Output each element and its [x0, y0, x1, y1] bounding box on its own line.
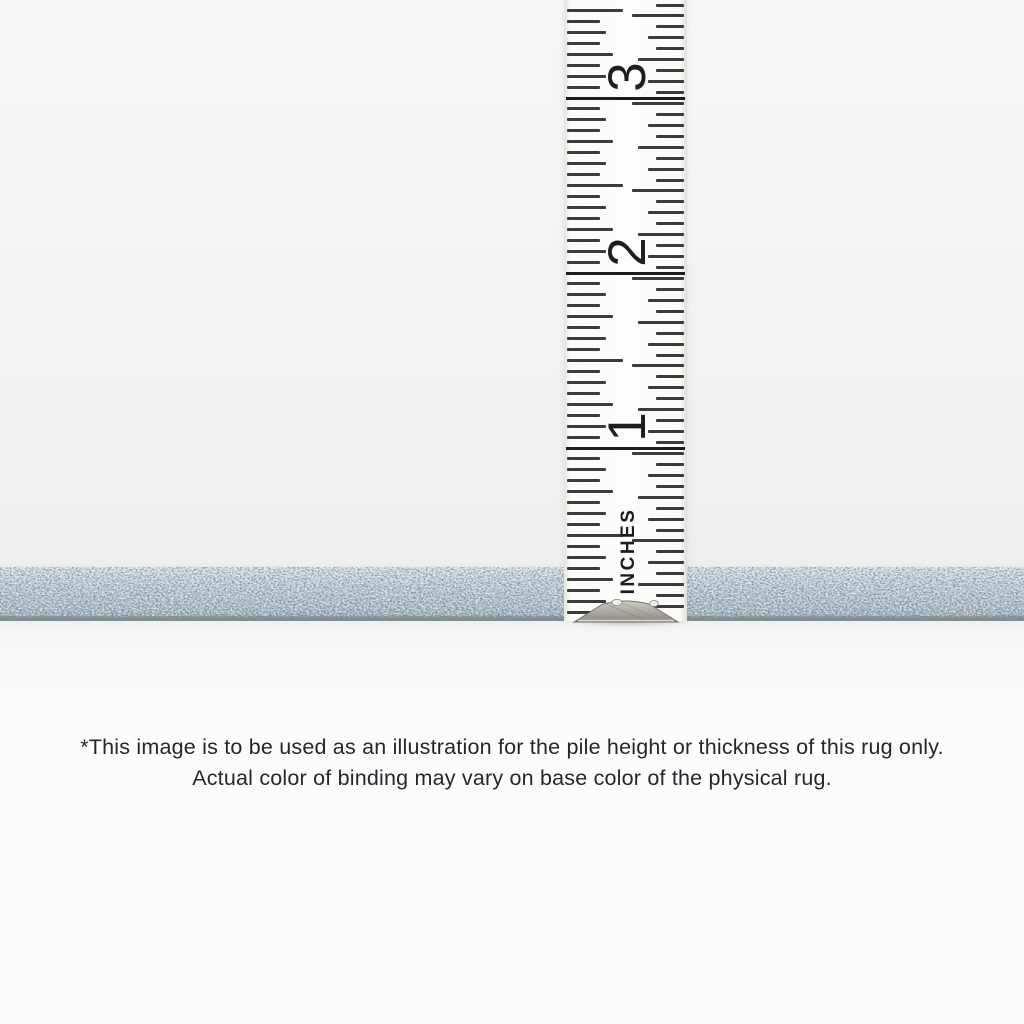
- disclaimer-line-2: Actual color of binding may vary on base color of the physical rug.: [192, 766, 832, 790]
- ruler-tick: [648, 299, 684, 302]
- ruler-tick: [656, 25, 684, 28]
- ruler-tick: [567, 118, 606, 121]
- ruler-tick: [567, 184, 623, 187]
- ruler-tick: [638, 583, 684, 586]
- ruler-tick: [648, 36, 684, 39]
- ruler-tick: [648, 518, 684, 521]
- ruler-tick: [656, 113, 684, 116]
- ruler-tick: [567, 436, 600, 439]
- ruler-tick: [567, 457, 600, 460]
- ruler-tick: [567, 337, 606, 340]
- ruler-tick: [567, 282, 600, 285]
- ruler-tick: [656, 222, 684, 225]
- ruler-tick: [567, 107, 600, 110]
- ruler-tick: [567, 370, 600, 373]
- ruler-tick: [656, 179, 684, 182]
- ruler-tick: [656, 91, 684, 94]
- disclaimer-line-1: *This image is to be used as an illustration for the pile height or thickness of this rug only.: [80, 735, 944, 759]
- ruler-tick: [567, 20, 600, 23]
- ruler-tick: [567, 64, 600, 67]
- ruler-tick: [656, 375, 684, 378]
- ruler-tick: [648, 386, 684, 389]
- ruler-tick: [656, 397, 684, 400]
- ruler-tick: [567, 129, 600, 132]
- ruler-inch-number: 1: [598, 412, 657, 442]
- ruler-tick: [638, 321, 684, 324]
- ruler-tick: [656, 419, 684, 422]
- ruler-tick: [632, 189, 684, 192]
- ruler-tick: [656, 244, 684, 247]
- ruler-tick: [656, 507, 684, 510]
- ruler-tick: [567, 545, 600, 548]
- ruler-tick: [567, 173, 600, 176]
- ruler-tick: [567, 239, 600, 242]
- ruler-tick: [567, 140, 613, 143]
- ruler-tick: [638, 146, 684, 149]
- ruler-tick: [648, 474, 684, 477]
- ruler-tick: [567, 468, 606, 471]
- ruler-tick: [656, 572, 684, 575]
- ruler-tick: [656, 354, 684, 357]
- measuring-tape: [564, 0, 687, 621]
- ruler-tick: [567, 9, 623, 12]
- ruler-tick: [567, 567, 600, 570]
- ruler-tick: [656, 157, 684, 160]
- ruler-tick: [567, 326, 600, 329]
- ruler-tick: [648, 343, 684, 346]
- ruler-tick: [567, 261, 600, 264]
- ruler-tick: [567, 556, 606, 559]
- ruler-tick: [648, 124, 684, 127]
- ruler-tick: [656, 135, 684, 138]
- ruler-tick: [656, 69, 684, 72]
- ruler-tick: [656, 266, 684, 269]
- ruler-tick: [648, 561, 684, 564]
- ruler-tick: [567, 501, 600, 504]
- ruler-tick: [567, 392, 600, 395]
- rug-strip: [0, 563, 1024, 621]
- ruler-tick: [567, 490, 613, 493]
- ruler-tick: [632, 364, 684, 367]
- ruler-tick: [567, 151, 600, 154]
- ruler-unit-label: INCHES: [618, 507, 639, 595]
- ruler-tick: [656, 288, 684, 291]
- ruler-tick: [567, 195, 600, 198]
- ruler-tick: [567, 304, 600, 307]
- ruler-tick: [656, 550, 684, 553]
- ruler-tick: [567, 293, 606, 296]
- ruler-tick: [567, 414, 600, 417]
- ruler-tick: [656, 200, 684, 203]
- ruler-tick: [567, 315, 613, 318]
- ruler-tick: [567, 86, 600, 89]
- ruler-tick: [567, 359, 623, 362]
- ruler-tick: [567, 162, 606, 165]
- ruler-tick: [656, 463, 684, 466]
- ruler-tick: [567, 348, 600, 351]
- floor: [0, 621, 1024, 1024]
- ruler-tick: [567, 42, 600, 45]
- ruler-tick: [567, 512, 606, 515]
- ruler-tick: [656, 441, 684, 444]
- ruler-tick: [632, 14, 684, 17]
- ruler-tick: [656, 4, 684, 7]
- ruler-inch-number: 3: [598, 62, 657, 92]
- ruler-tick: [567, 217, 600, 220]
- disclaimer-text: [0, 732, 1024, 794]
- ruler-inch-number: 2: [598, 237, 657, 267]
- ruler-tick: [648, 211, 684, 214]
- ruler-tick: [567, 31, 606, 34]
- ruler-tick: [567, 479, 600, 482]
- ruler-tick: [567, 578, 613, 581]
- ruler-tick: [638, 496, 684, 499]
- ruler-tick: [656, 529, 684, 532]
- ruler-tick: [567, 589, 600, 592]
- ruler-tick: [567, 523, 600, 526]
- ruler-tick: [656, 332, 684, 335]
- ruler-tick: [567, 534, 623, 537]
- tape-metal-tip-icon: [572, 593, 680, 623]
- ruler-tick: [656, 485, 684, 488]
- ruler-tick: [648, 168, 684, 171]
- ruler-tick: [567, 206, 606, 209]
- ruler-tick: [567, 381, 606, 384]
- ruler-tick: [656, 47, 684, 50]
- ruler-tick: [656, 310, 684, 313]
